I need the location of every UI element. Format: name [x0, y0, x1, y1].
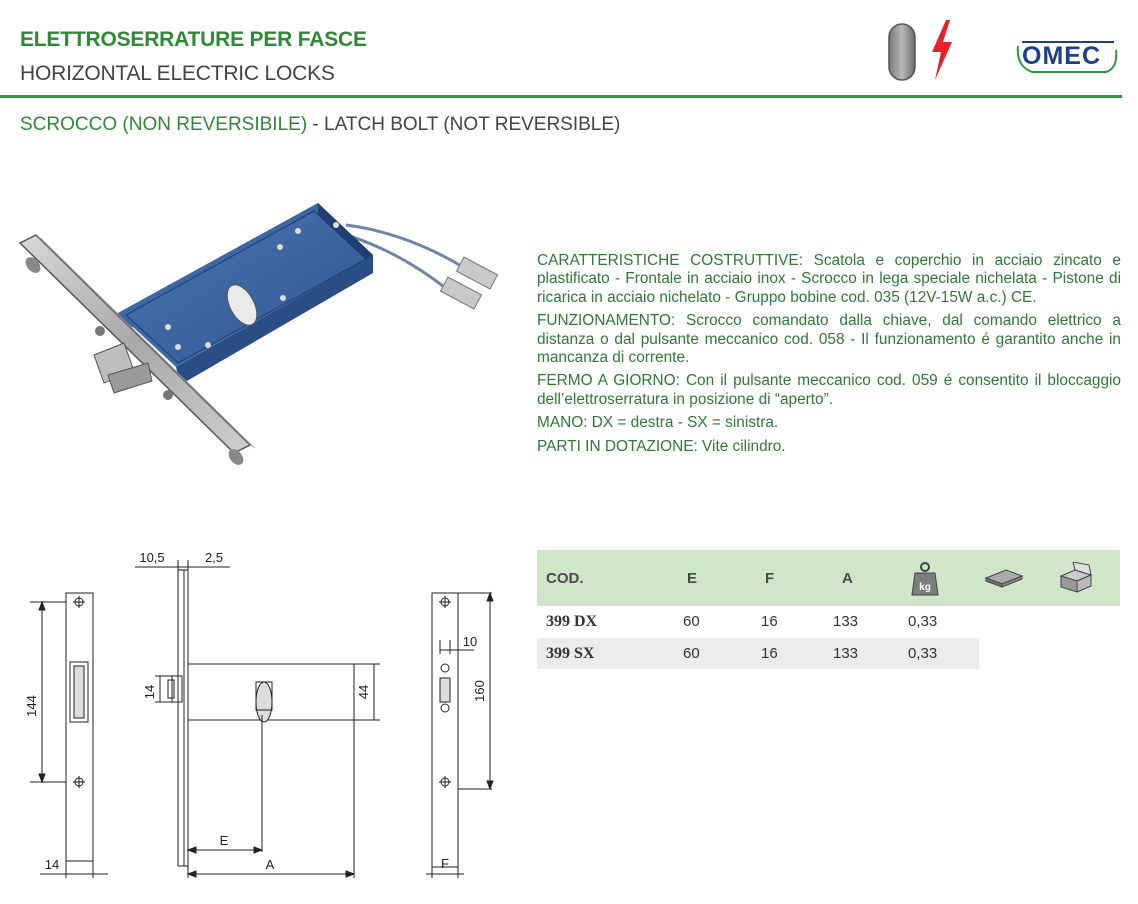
- page-title: ELETTROSERRATURE PER FASCE: [20, 28, 367, 51]
- weight-kg-icon: [910, 560, 940, 598]
- header-a: A: [842, 570, 853, 587]
- dim-label-2-5: 2,5: [204, 550, 224, 565]
- dim-label-f: F: [441, 856, 449, 871]
- header-f: F: [765, 570, 775, 587]
- description-paragraph: MANO: DX = destra - SX = sinistra.: [537, 414, 779, 432]
- cell-cod: 399 DX: [546, 613, 598, 630]
- dim-label-a: A: [265, 857, 275, 872]
- description-paragraph: FUNZIONAMENTO: Scrocco comandato dalla chiave, dal comando elettrico a distanza o dal pulsante meccanico cod. 058 - Il funzionamento é garantito anche in mancanza di corrente.: [537, 312, 1121, 367]
- dim-label-10: 10: [462, 634, 478, 649]
- cell-f: 16: [761, 613, 778, 630]
- open-box-icon: [1057, 562, 1095, 594]
- table-row: [537, 638, 979, 669]
- cell-cod: 399 SX: [546, 645, 595, 662]
- dim-label-14-bottom: 14: [44, 857, 60, 872]
- cell-e: 60: [683, 613, 700, 630]
- omec-logo-text: OMEC: [1022, 42, 1101, 70]
- product-description: [537, 252, 1121, 461]
- subtitle-it: SCROCCO (NON REVERSIBILE): [20, 114, 308, 135]
- description-paragraph: PARTI IN DOTAZIONE: Vite cilindro.: [537, 437, 786, 455]
- omec-logo: [1014, 38, 1120, 76]
- cell-weight: 0,33: [908, 645, 938, 662]
- cell-e: 60: [683, 645, 700, 662]
- cell-a: 133: [833, 645, 859, 662]
- subtitle-separator: -: [307, 114, 325, 135]
- header-e: E: [687, 570, 698, 587]
- technical-drawing: [0, 540, 520, 885]
- subtitle-en: LATCH BOLT (NOT REVERSIBLE): [324, 114, 621, 135]
- dim-label-44: 44: [356, 684, 371, 700]
- description-paragraph: FERMO A GIORNO: Con il pulsante meccanico cod. 059 é consentito il bloccaggio dell’elettroserratura in posizione di “aperto”.: [537, 372, 1121, 408]
- page-title-english: HORIZONTAL ELECTRIC LOCKS: [20, 62, 335, 85]
- header-cod: COD.: [546, 570, 584, 587]
- cell-weight: 0,33: [908, 613, 938, 630]
- dim-label-14-side: 14: [142, 684, 157, 700]
- lock-illustration: [18, 195, 518, 490]
- dim-label-e: E: [219, 833, 229, 848]
- cell-a: 133: [833, 613, 859, 630]
- table-header: [537, 550, 1120, 606]
- electric-bolt-icon: [926, 18, 956, 82]
- dim-label-144: 144: [24, 695, 39, 717]
- dim-label-160: 160: [472, 680, 487, 702]
- section-subtitle: [20, 114, 620, 136]
- table-row: [537, 606, 979, 637]
- description-paragraph: CARATTERISTICHE COSTRUTTIVE: Scatola e coperchio in acciaio zincato e plastificato - Frontale in acciaio inox - Scrocco in lega speciale nichelata - Pistone di ricarica in acciaio nichelato - Gruppo bobine cod. 035 (12V-15W a.c.) CE.: [537, 252, 1121, 306]
- dim-label-10-5: 10,5: [139, 550, 165, 565]
- flat-box-icon: [984, 568, 1024, 588]
- kg-label: kg: [919, 582, 931, 593]
- header-rule: [0, 95, 1122, 98]
- cell-f: 16: [761, 645, 778, 662]
